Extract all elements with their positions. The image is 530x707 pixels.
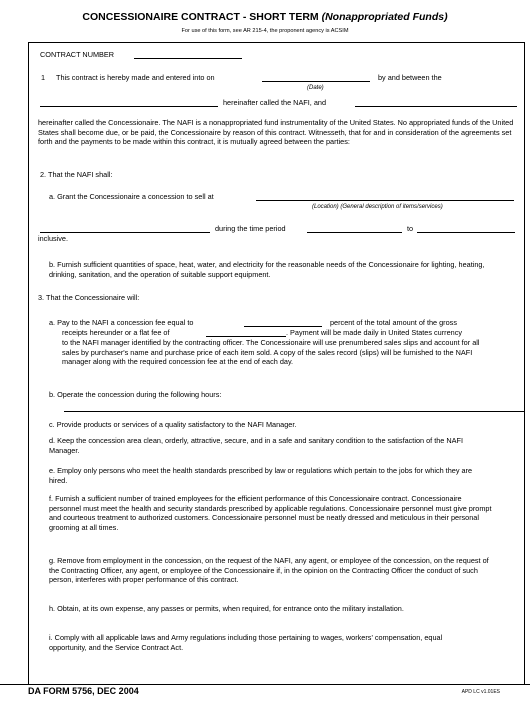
item1-text-a: This contract is hereby made and entered into on [56, 73, 215, 82]
item3a-line1: a. Pay to the NAFI a concession fee equal to [49, 318, 194, 327]
item3a-line2b: . Payment will be made daily in United States currency [286, 328, 463, 337]
item3i-text: i. Comply with all applicable laws and Army regulations including those pertaining to wages, workers' compensation, equal opportunity, and the Service Contract Act. [49, 633, 443, 652]
flat-fee-field[interactable] [206, 336, 286, 337]
form-title: CONCESSIONAIRE CONTRACT - SHORT TERM (Nonappropriated Funds) [82, 11, 448, 23]
item3e-text: e. Employ only persons who meet the health standards prescribed by law or regulations which pertain to the jobs for which they are hired. [49, 466, 473, 485]
concessionaire-name-field[interactable] [355, 106, 517, 107]
fee-percent-field[interactable] [244, 326, 322, 327]
period-start-field[interactable] [307, 232, 402, 233]
item2-heading: 2. That the NAFI shall: [40, 170, 113, 179]
item3b-text: b. Operate the concession during the following hours: [49, 390, 222, 399]
item1-paragraph: hereinafter called the Concessionaire. The NAFI is a nonappropriated fund instrumentality of the United States. No appropriated funds of the United States shall become due, or be paid, the Concessionaire by reason of this contract. Witnesseth, that for and in consideration of the agreements set forth and the payments to be made within this contract, it is mutually agreed between the parties: [38, 118, 514, 147]
during-label: during the time period [215, 224, 286, 233]
form-version: APD LC v1.01ES [461, 689, 500, 695]
to-label: to [407, 224, 414, 233]
hours-field[interactable] [64, 411, 524, 412]
item1-text-b: by and between the [378, 73, 442, 82]
contract-date-field[interactable] [262, 81, 370, 82]
contract-number-field[interactable] [134, 58, 242, 59]
item3a-rest: to the NAFI manager identified by the contracting officer. The Concessionaire will use prenumbered sales slips and account for all sales by purchaser's name and purchase price of each item sold. A copy of the sales record (slips) will be furnished to the NAFI manager along with the required concession fee at the end of each day. [62, 338, 480, 367]
items-description-field[interactable] [40, 232, 210, 233]
item3g-text: g. Remove from employment in the concession, on the request of the NAFI, any agent, or employee of the concession, on the request of the Contracting Officer, any agent, or employee of the Concessionaire if, in the opinion on the Contracting Officer the conduct of such person, interferes with proper performance of this contract. [49, 556, 489, 585]
item3c-text: c. Provide products or services of a quality satisfactory to the NAFI Manager. [49, 420, 297, 429]
nafi-name-field[interactable] [40, 106, 218, 107]
item3d-text: d. Keep the concession area clean, orderly, attractive, secure, and in a safe and sanitary condition to the satisfaction of the NAFI Manager. [49, 436, 463, 455]
item1-number: 1 [41, 73, 46, 82]
inclusive-label: inclusive. [38, 234, 69, 243]
date-caption: (Date) [307, 85, 324, 91]
item3a-line1b: percent of the total amount of the gross [330, 318, 457, 327]
item2b-text: b. Furnish sufficient quantities of space, heat, water, and electricity for the reasonable needs of the Concessionaire for lighting, heating, drinking, sanitation, and the operation of suitable support equipment. [49, 260, 485, 279]
form-id: DA FORM 5756, DEC 2004 [28, 686, 139, 696]
location-field[interactable] [256, 200, 514, 201]
item2a-text: a. Grant the Concessionaire a concession to sell at [49, 192, 214, 201]
item3-heading: 3. That the Concessionaire will: [38, 293, 140, 302]
item1-text-c: hereinafter called the NAFI, and [223, 98, 327, 107]
location-caption: (Location) (General description of items/services) [312, 204, 443, 210]
item3a-line2: receipts hereunder or a flat fee of [62, 328, 170, 337]
contract-number-label: CONTRACT NUMBER [40, 50, 115, 59]
period-end-field[interactable] [417, 232, 515, 233]
footer-rule [0, 684, 530, 685]
form-subtitle: For use of this form, see AR 215-4, the proponent agency is ACSIM [181, 28, 349, 34]
item3f-text: f. Furnish a sufficient number of trained employees for the efficient performance of this Concessionaire contract. Concessionaire personnel must meet the health and security standards prescribed by applicable regulations. Concessionaire personnel must give prompt and courteous treatment to authorized customers. Concessionaire personnel must be neatly dressed and meticulous in their personal grooming at all times. [49, 494, 492, 532]
item3h-text: h. Obtain, at its own expense, any passes or permits, when required, for entrance onto the military installation. [49, 604, 404, 613]
